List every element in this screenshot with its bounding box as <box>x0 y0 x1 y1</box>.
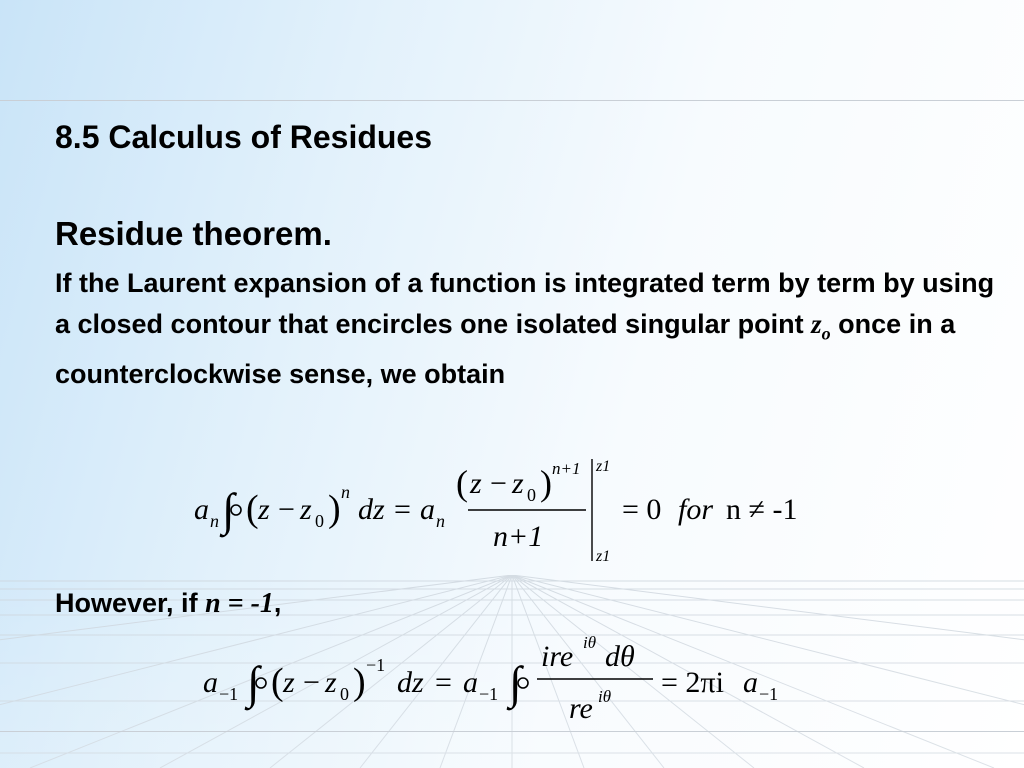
numerator-exponent: iθ <box>583 633 597 652</box>
theorem-statement <box>55 263 995 395</box>
close-paren: ) <box>353 661 366 703</box>
numerator-dtheta: dθ <box>605 640 635 673</box>
denominator: n+1 <box>493 520 544 553</box>
exponent-n: n <box>341 482 350 502</box>
equals-sign: = <box>394 493 411 526</box>
coefficient-subscript-minus-one: −1 <box>479 684 499 704</box>
result-two-pi-i: = 2πi <box>661 666 724 699</box>
minus-sign: − <box>303 666 320 699</box>
svg-text:∫: ∫ <box>222 484 235 535</box>
coefficient-subscript-minus-one: −1 <box>219 684 239 704</box>
variable-z0: z <box>325 666 337 699</box>
numerator-z: z <box>470 467 482 500</box>
variable-z: z <box>258 493 270 526</box>
differential-dz: dz <box>358 493 385 526</box>
svg-text:∫: ∫ <box>509 657 522 708</box>
numerator-ire: ire <box>541 640 574 673</box>
theorem-text-part1: If the Laurent expansion of a function is integrated term by term by using a closed contour that encircles one isolated singular point <box>55 268 995 339</box>
however-comma: , <box>273 588 282 618</box>
denominator-exponent: iθ <box>598 687 612 706</box>
equation-integral-general-n <box>194 455 814 570</box>
for-word: for <box>678 493 714 526</box>
differential-dz: dz <box>397 666 424 699</box>
variable-z0: z <box>300 493 312 526</box>
contour-integral-icon <box>244 657 266 711</box>
singular-point-variable <box>811 309 831 344</box>
however-line <box>55 588 281 620</box>
numerator-z0: z <box>512 467 524 500</box>
coefficient-a: a <box>194 493 209 526</box>
equals-sign: = <box>435 666 452 699</box>
variable-z-subscript: o <box>821 323 831 344</box>
numerator-close-paren: ) <box>540 463 552 503</box>
evaluation-upper-limit: z1 <box>596 458 611 475</box>
contour-integral-icon <box>219 484 241 538</box>
variable-z: z <box>811 309 822 339</box>
result-coefficient-a: a <box>743 666 758 699</box>
however-condition: n = -1 <box>205 588 274 619</box>
theorem-text-part2: once in a counterclockwise sense, we obtain <box>55 309 956 390</box>
open-paren: ( <box>271 661 284 703</box>
evaluation-lower-limit: z1 <box>596 548 611 565</box>
result-subscript-minus-one: −1 <box>759 684 779 704</box>
minus-sign: − <box>278 493 295 526</box>
condition-n-not-minus-one: n ≠ -1 <box>726 493 798 526</box>
coefficient-subscript-n: n <box>436 511 445 531</box>
exponent-minus-one: −1 <box>366 655 386 675</box>
denominator-re: re <box>569 692 593 725</box>
coefficient-a: a <box>203 666 218 699</box>
slide-title: 8.5 Calculus of Residues <box>55 119 433 155</box>
header-divider <box>0 100 1024 101</box>
subscript-zero: 0 <box>340 684 349 704</box>
however-text: However, if <box>55 588 206 618</box>
numerator-minus: − <box>490 467 507 500</box>
coefficient-a: a <box>463 666 478 699</box>
coefficient-a: a <box>420 493 435 526</box>
numerator-subscript-zero: 0 <box>527 485 536 505</box>
theorem-heading: Residue theorem. <box>55 215 332 252</box>
open-paren: ( <box>246 488 259 530</box>
numerator-exponent: n+1 <box>552 459 581 478</box>
svg-text:∫: ∫ <box>247 657 260 708</box>
numerator-open-paren: ( <box>456 463 468 503</box>
equation-residue-result <box>203 632 803 732</box>
close-paren: ) <box>328 488 341 530</box>
contour-integral-icon <box>506 657 528 711</box>
result-zero: = 0 <box>622 493 662 526</box>
subscript-zero: 0 <box>315 511 324 531</box>
variable-z: z <box>283 666 295 699</box>
coefficient-subscript-n: n <box>210 511 219 531</box>
